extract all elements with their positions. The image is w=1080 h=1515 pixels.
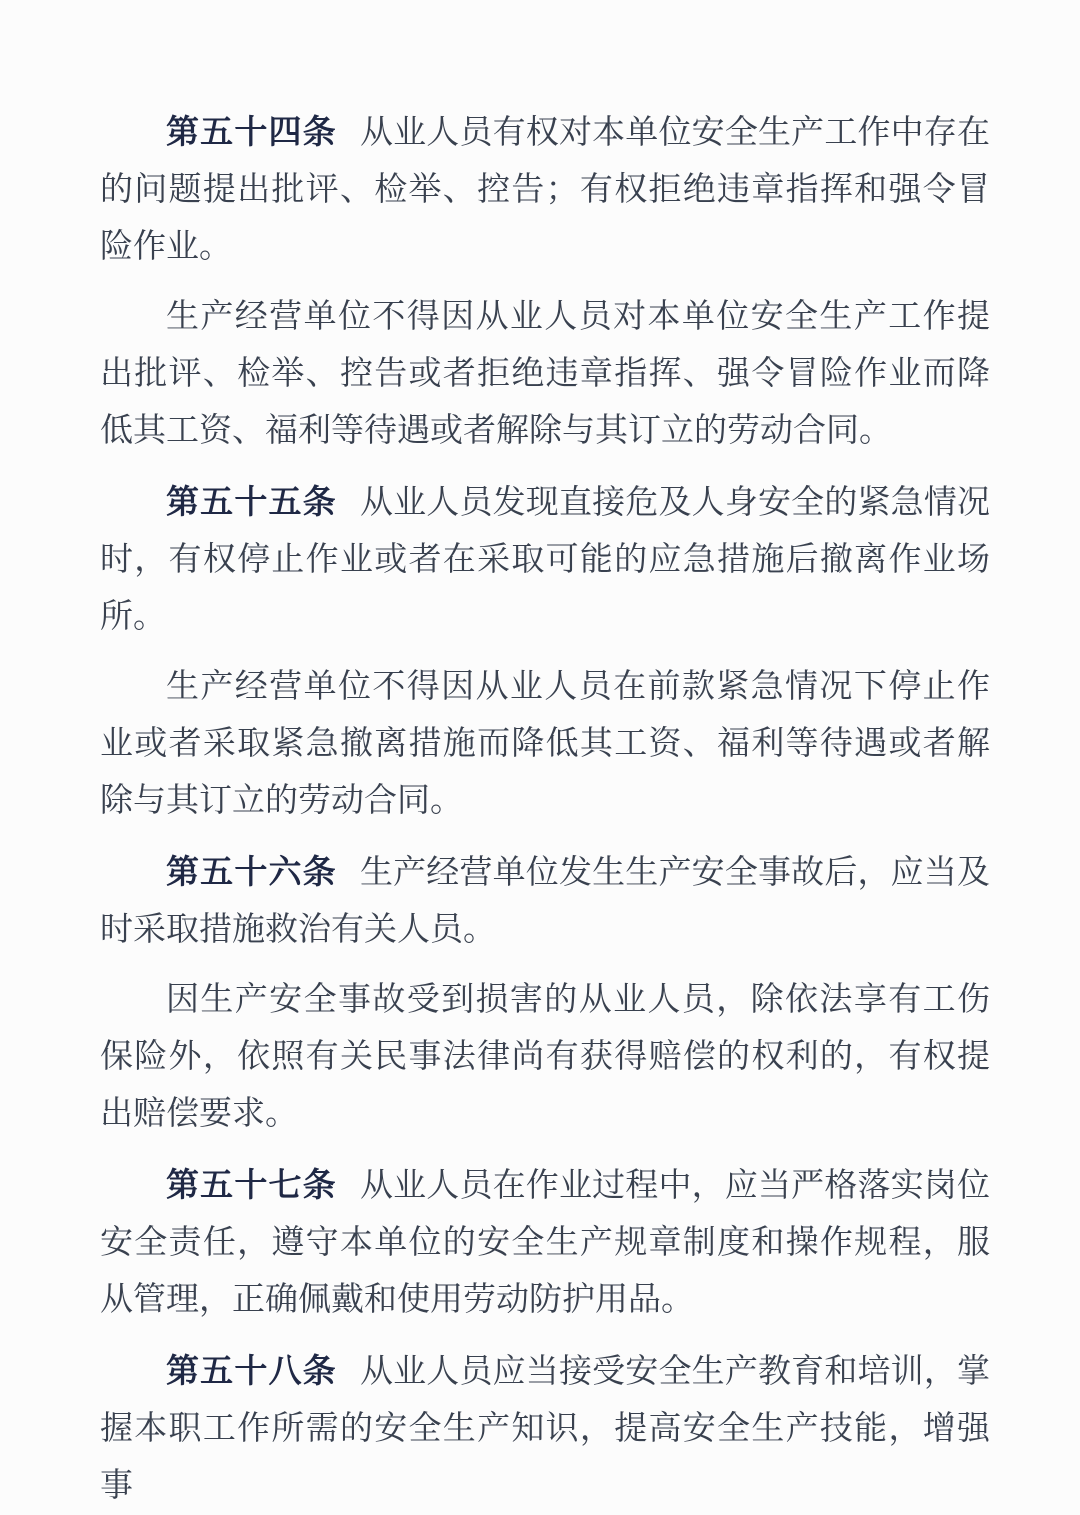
paragraph-text: 因生产安全事故受到损害的从业人员，除依法享有工伤保险外，依照有关民事法律尚有获得赔偿的权利的，有权提出赔偿要求。 (100, 982, 990, 1132)
paragraph-text: 生产经营单位发生生产安全事故后，应当及时采取措施救治有关人员。 (100, 855, 991, 948)
paragraph (100, 972, 990, 1143)
paragraph (100, 1156, 990, 1329)
paragraph-text: 生产经营单位不得因从业人员在前款紧急情况下停止作业或者采取紧急撤离措施而降低其工资、福利等待遇或者解除与其订立的劳动合同。 (100, 669, 990, 819)
paragraph-text: 从业人员有权对本单位安全生产工作中存在的问题提出批评、检举、控告；有权拒绝违章指挥和强令冒险作业。 (100, 115, 991, 265)
paragraph-text: 生产经营单位不得因从业人员对本单位安全生产工作提出批评、检举、控告或者拒绝违章指挥、强令冒险作业而降低其工资、福利等待遇或者解除与其订立的劳动合同。 (100, 299, 990, 449)
article-number: 第五十六条 (166, 853, 337, 890)
paragraph-text: 从业人员发现直接危及人身安全的紧急情况时，有权停止作业或者在采取可能的应急措施后撤离作业场所。 (100, 485, 991, 635)
paragraph-text: 从业人员在作业过程中，应当严格落实岗位安全责任，遵守本单位的安全生产规章制度和操作规程，服从管理，正确佩戴和使用劳动防护用品。 (100, 1168, 991, 1318)
paragraph (100, 289, 990, 460)
paragraph (100, 659, 990, 830)
paragraph (100, 103, 990, 276)
paragraph-text: 从业人员应当接受安全生产教育和培训，掌握本职工作所需的安全生产知识，提高安全生产技能，增强事 (100, 1354, 991, 1504)
article-number: 第五十八条 (166, 1352, 337, 1389)
document-body (100, 103, 990, 1515)
article-number: 第五十七条 (166, 1166, 337, 1203)
paragraph (100, 473, 990, 646)
article-number: 第五十五条 (166, 483, 337, 520)
paragraph (100, 843, 990, 959)
article-number: 第五十四条 (166, 113, 337, 150)
paragraph (100, 1342, 990, 1515)
